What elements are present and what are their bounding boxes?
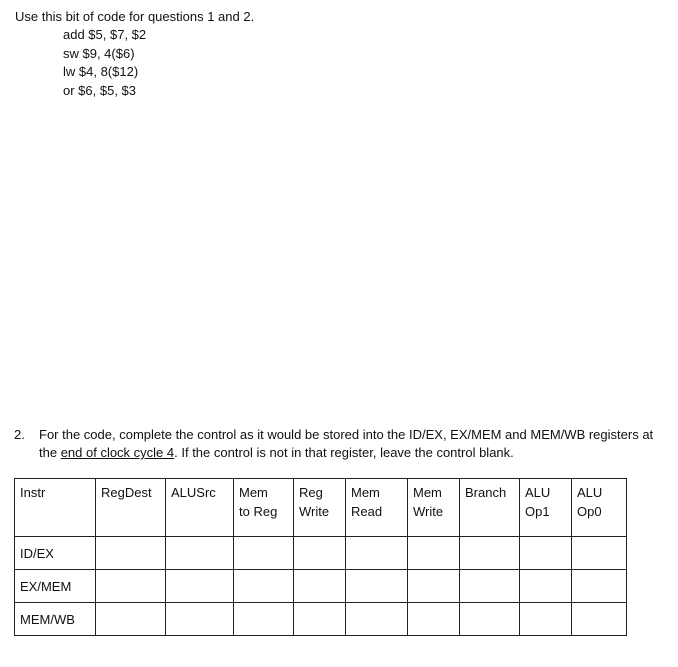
question-number: 2. <box>14 427 25 442</box>
header-cell: Mem to Reg <box>234 479 294 537</box>
row-label: EX/MEM <box>15 570 96 603</box>
question-text <box>39 426 654 462</box>
answer-cell[interactable] <box>234 603 294 636</box>
answer-cell[interactable] <box>294 570 346 603</box>
answer-cell[interactable] <box>96 537 166 570</box>
answer-cell[interactable] <box>346 570 408 603</box>
header-cell: Mem Read <box>346 479 408 537</box>
intro-text: Use this bit of code for questions 1 and 2. <box>15 9 255 24</box>
header-cell: RegDest <box>96 479 166 537</box>
answer-cell[interactable] <box>520 537 572 570</box>
header-cell: ALU Op1 <box>520 479 572 537</box>
header-cell: ALUSrc <box>166 479 234 537</box>
answer-cell[interactable] <box>408 570 460 603</box>
row-label: MEM/WB <box>15 603 96 636</box>
answer-cell[interactable] <box>572 603 627 636</box>
answer-cell[interactable] <box>166 570 234 603</box>
answer-cell[interactable] <box>96 603 166 636</box>
answer-cell[interactable] <box>346 537 408 570</box>
answer-cell[interactable] <box>166 537 234 570</box>
table-row <box>15 603 627 636</box>
code-line: lw $4, 8($12) <box>63 64 139 79</box>
table-row <box>15 570 627 603</box>
question-text-part2: . If the control is not in that register, leave the control blank. <box>174 445 514 460</box>
answer-cell[interactable] <box>234 570 294 603</box>
answer-cell[interactable] <box>294 603 346 636</box>
code-block <box>63 26 146 100</box>
header-cell: Instr <box>15 479 96 537</box>
header-cell: ALU Op0 <box>572 479 627 537</box>
question-text-part1: For the code, complete the control as it would be stored into the ID/EX, EX/MEM and MEM/WB registers at the <box>39 427 654 460</box>
code-line: add $5, $7, $2 <box>63 27 147 42</box>
question-2 <box>14 426 654 462</box>
answer-cell[interactable] <box>294 537 346 570</box>
header-cell: Mem Write <box>408 479 460 537</box>
header-cell: Branch <box>460 479 520 537</box>
answer-cell[interactable] <box>166 603 234 636</box>
header-row <box>15 479 627 537</box>
answer-cell[interactable] <box>520 570 572 603</box>
answer-cell[interactable] <box>408 537 460 570</box>
answer-cell[interactable] <box>572 570 627 603</box>
code-line: or $6, $5, $3 <box>63 82 136 98</box>
answer-cell[interactable] <box>572 537 627 570</box>
row-label: ID/EX <box>15 537 96 570</box>
answer-cell[interactable] <box>460 537 520 570</box>
answer-cell[interactable] <box>346 603 408 636</box>
control-table <box>14 478 627 636</box>
answer-cell[interactable] <box>460 570 520 603</box>
answer-cell[interactable] <box>520 603 572 636</box>
answer-cell[interactable] <box>96 570 166 603</box>
answer-cell[interactable] <box>460 603 520 636</box>
answer-cell[interactable] <box>408 603 460 636</box>
code-line: sw $9, 4($6) <box>63 45 135 61</box>
answer-cell[interactable] <box>234 537 294 570</box>
table-row <box>15 537 627 570</box>
header-cell: Reg Write <box>294 479 346 537</box>
question-underlined: end of clock cycle 4 <box>60 445 175 460</box>
